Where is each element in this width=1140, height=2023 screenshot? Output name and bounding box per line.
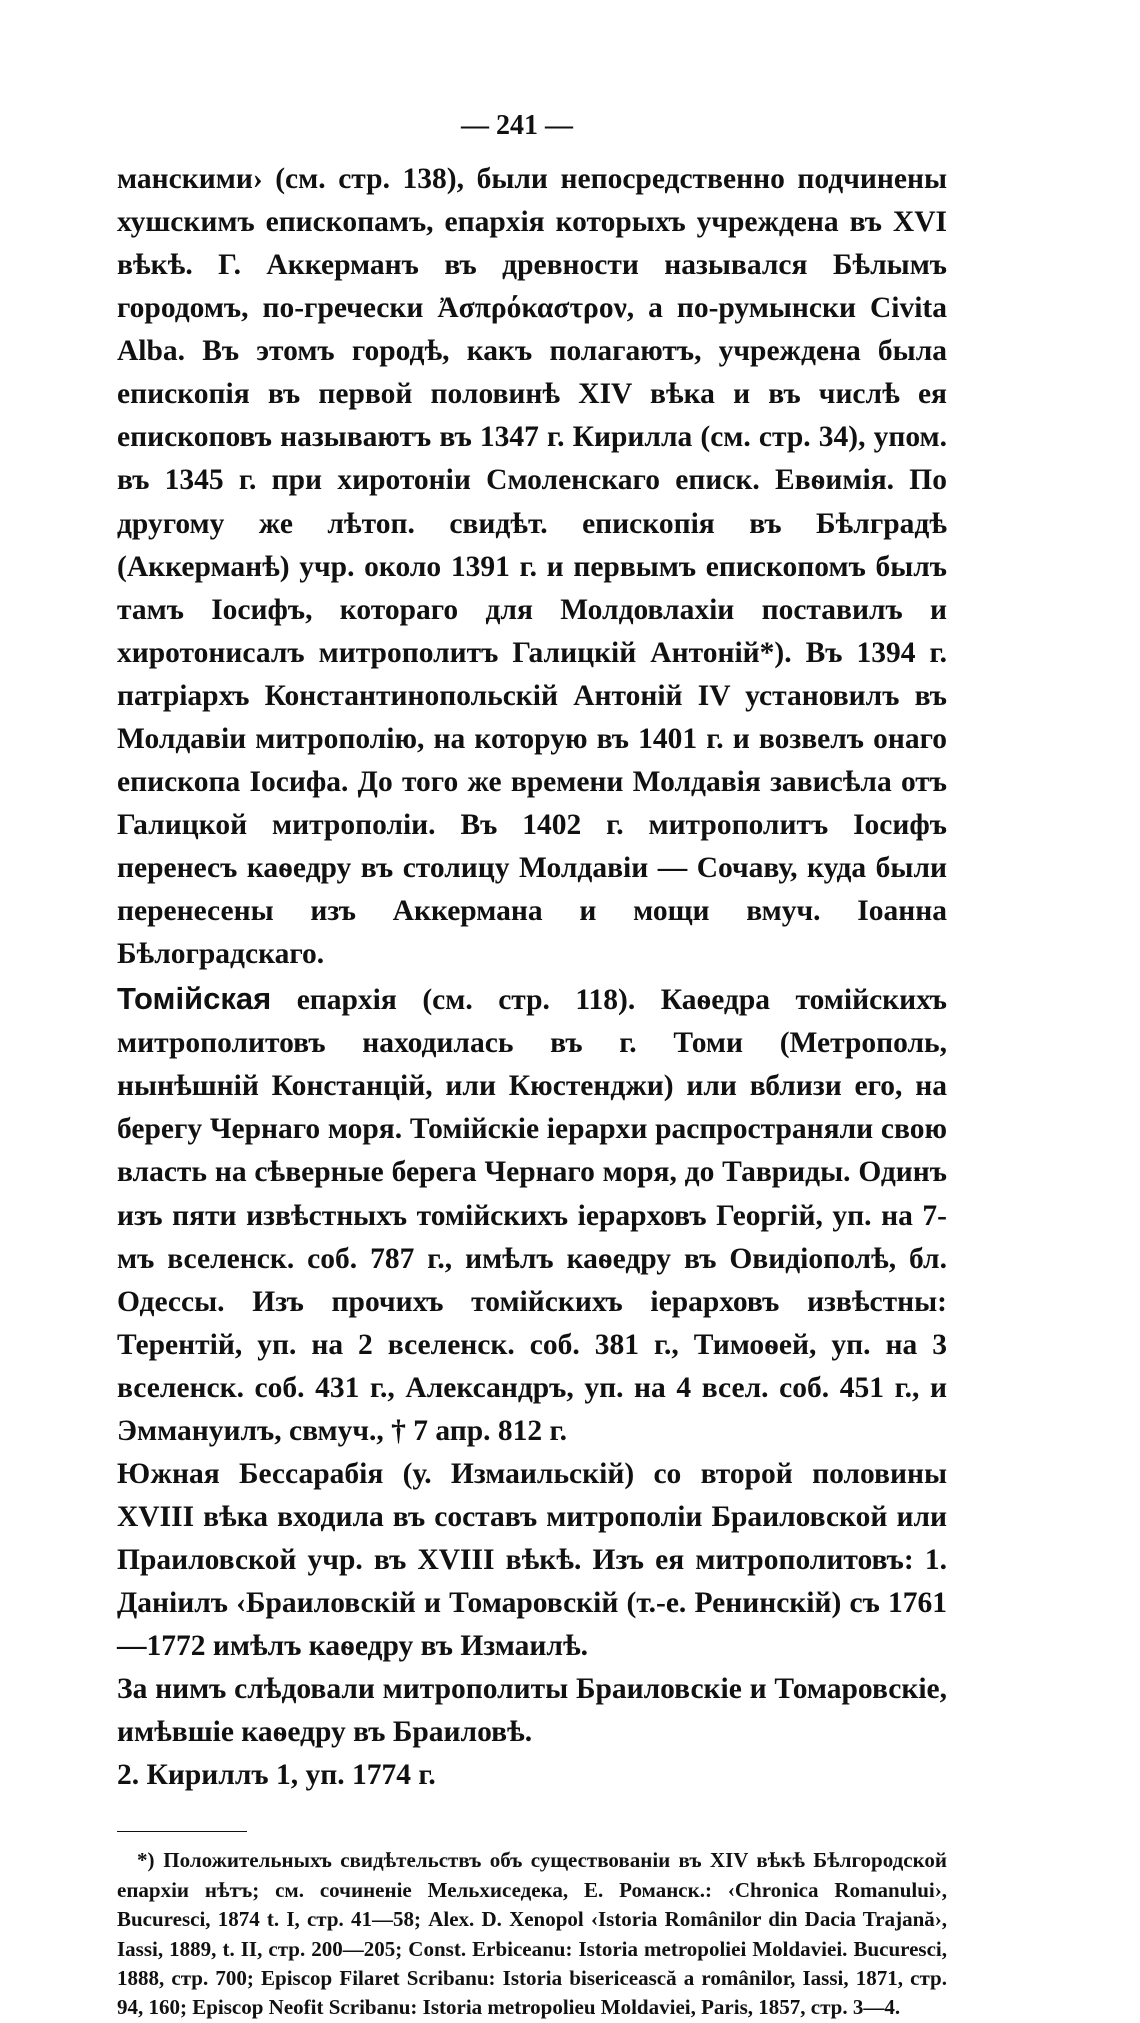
paragraph: [117, 1453, 947, 1668]
footnote-text: Положительныхъ свидѣтельствъ объ существованіи въ XIV вѣкѣ Бѣлгородской епархіи нѣтъ; см. сочиненіе Мельхиседека, Е. Романск.: ‹Chronica Romanului›, Bucuresci, 1874 t. I, стр. 41—58; Alex. D. Xenopol ‹Istoria Românilor din Dacia Trajană›, Iassi, 1889, t. II, стр. 200—205; Const. Erbiceanu: Istoria metropoliei Moldaviei. Bucuresci, 1888, стр. 700; Episcop Filaret Scribanu: Istoria bisericească a românilor, Iassi, 1871, стр. 94, 160; Episcop Neofit Scribanu: Istoria metropolieu Moldaviei, Paris, 1857, стр. 3—4.: [117, 1848, 947, 2020]
footnote-mark: *): [137, 1848, 155, 1873]
book-page: [117, 110, 947, 2023]
page-number: — 241 —: [461, 110, 573, 141]
body-text: [117, 158, 947, 1797]
paragraph: [117, 976, 947, 1453]
paragraph-text: манскими› (см. стр. 138), были непосредственно подчинены хушскимъ епископамъ, епархія которыхъ учреждена въ XVI вѣкѣ. Г. Аккерманъ въ древности назывался Бѣлымъ городомъ, по-гречески Ἀσπρόκαστρον, а по-румынски Civita Alba. Въ этомъ городѣ, какъ полагаютъ, учреждена была епископія въ первой половинѣ XIV вѣка и въ числѣ ея епископовъ называютъ въ 1347 г. Кирилла (см. стр. 34), упом. въ 1345 г. при хиротоніи Смоленскаго еписк. Евѳимія. По другому же лѣтоп. свидѣт. епископія въ Бѣлградѣ (Аккерманѣ) учр. около 1391 г. и первымъ епископомъ былъ тамъ Іосифъ, котораго для Молдовлахіи поставилъ и хиротонисалъ митрополитъ Галицкій Антоній*). Въ 1394 г. патріархъ Константинопольскій Антоній IV установилъ въ Молдавіи митрополію, на которую въ 1401 г. и возвелъ онаго епископа Іосифа. До того же времени Молдавія зависѣла отъ Галицкой митрополіи. Въ 1402 г. митрополитъ Іосифъ перенесъ каѳедру въ столицу Молдавіи — Сочаву, куда были перенесены изъ Аккермана и мощи вмуч. Іоанна Бѣлоградскаго.: [117, 163, 947, 971]
paragraph: [117, 158, 947, 976]
footnote: [117, 1846, 947, 2022]
paragraph-text: За нимъ слѣдовали митрополиты Браиловскіе и Томаровскіе, имѣвшіе каѳедру въ Браиловѣ.: [117, 1673, 947, 1749]
section-heading: Томійская: [117, 981, 272, 1017]
footnote-divider: [117, 1831, 247, 1832]
paragraph: [117, 1668, 947, 1754]
paragraph: [117, 1754, 947, 1797]
paragraph-text: 2. Кириллъ 1, уп. 1774 г.: [117, 1759, 436, 1792]
paragraph-text: епархія (см. стр. 118). Каѳедра томійскихъ митрополитовъ находилась въ г. Томи (Метрополь, нынѣшній Констанцій, или Кюстенджи) или вблизи его, на берегу Чернаго моря. Томійскіе іерархи распространяли свою власть на сѣверные берега Чернаго моря, до Тавриды. Одинъ изъ пяти извѣстныхъ томійскихъ іерарховъ Георгій, уп. на 7-мъ вселенск. соб. 787 г., имѣлъ каѳедру въ Овидіополѣ, бл. Одессы. Изъ прочихъ томійскихъ іерарховъ извѣстны: Терентій, уп. на 2 вселенск. соб. 381 г., Тимоѳей, уп. на 3 вселенск. соб. 431 г., Александръ, уп. на 4 всел. соб. 451 г., и Эммануилъ, свмуч., † 7 апр. 812 г.: [117, 984, 947, 1447]
paragraph-text: Южная Бессарабія (у. Измаильскій) со второй половины XVIII вѣка входила въ составъ митрополіи Браиловской или Праиловской учр. въ XVIII вѣкѣ. Изъ ея митрополитовъ: 1. Даніилъ ‹Браиловскій и Томаровскій (т.-е. Ренинскій) съ 1761—1772 имѣлъ каѳедру въ Измаилѣ.: [117, 1457, 947, 1663]
